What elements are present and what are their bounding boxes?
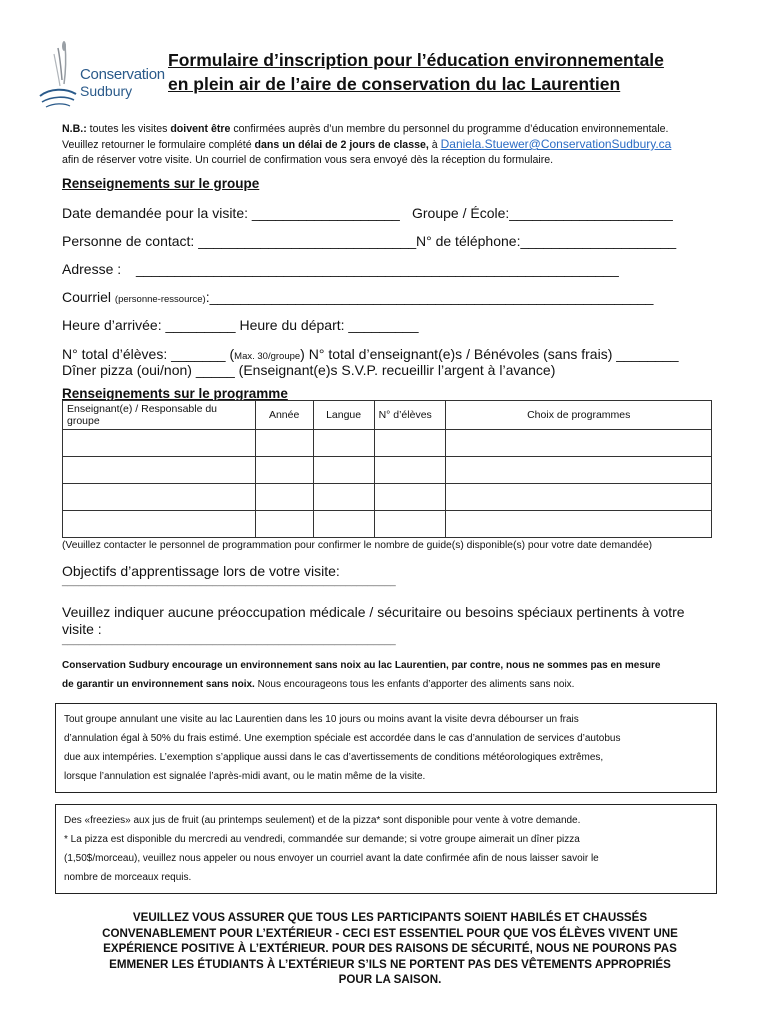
table-cell[interactable] [255,457,313,484]
nb-bold-deadline: dans un délai de 2 jours de classe, [254,139,429,151]
food-info-box [55,804,717,894]
program-table-header [63,401,712,430]
table-cell[interactable] [63,484,256,511]
cancellation-policy-box [55,703,717,793]
school-field[interactable]: Groupe / École:_____________________ [412,205,673,221]
nb-text-4: à [428,139,441,151]
medical-field[interactable]: ____________________________________________________________ [62,635,396,646]
cancellation-line-1: Tout groupe annulant une visite au lac Laurentien dans les 10 jours ou moins avant la visite devra débourser un frais [64,714,579,725]
nut-free-bold-1: Conservation Sudbury encourage un environnement sans noix au lac Laurentien, par contre, nous ne sommes pas en mesure [62,660,661,671]
nb-text-3: Veuillez retourner le formulaire complété [62,139,255,151]
table-cell[interactable] [255,484,313,511]
medical-label-1: Veuillez indiquer aucune préoccupation médicale / sécuritaire ou besoins spéciaux pertinents à votre [62,604,685,620]
table-row [63,457,712,484]
requested-date-field[interactable]: Date demandée pour la visite: ___________________ [62,205,400,221]
table-cell[interactable] [374,484,446,511]
address-label: Adresse : [62,261,122,277]
table-cell[interactable] [255,511,313,538]
teachers-count-text: ) N° total d’enseignant(e)s / Bénévoles (sans frais) ________ [300,346,679,362]
warning-line-2: CONVENABLEMENT POUR L’EXTÉRIEUR - CECI EST ESSENTIEL POUR QUE VOS ÉLÈVES VIVENT UNE [102,926,678,940]
max-students-note: Max. 30/groupe [234,351,301,362]
title-line-1: Formulaire d’inscription pour l’éducation environnementale [168,50,664,70]
contact-email-link[interactable]: Daniela.Stuewer@ConservationSudbury.ca [440,137,672,151]
nut-free-normal: Nous encourageons tous les enfants d’apporter des aliments sans noix. [254,679,575,690]
nb-paragraph [62,122,722,168]
email-sublabel: (personne-ressource) [114,294,206,305]
clothing-warning [70,910,710,988]
table-cell[interactable] [446,430,712,457]
nut-free-notice [62,656,722,694]
title-line-2: en plein air de l’aire de conservation du lac Laurentien [168,74,621,94]
table-cell[interactable] [63,430,256,457]
table-cell[interactable] [374,511,446,538]
email-field[interactable] [62,288,653,309]
program-table [62,400,712,538]
table-cell[interactable] [313,511,374,538]
email-line: :_________________________________________________________ [205,289,654,305]
group-section-heading: Renseignements sur le groupe [62,176,260,191]
contact-person-field[interactable]: Personne de contact: ____________________________ [62,233,417,249]
table-cell[interactable] [446,484,712,511]
cancellation-line-3: due aux intempéries. L’exemption s’applique aussi dans le cas d’avertissements de conditions météorologiques extrêmes, [64,752,604,763]
logo-text-conservation: Conservation [80,66,165,83]
objectives-field[interactable]: ____________________________________________________________ [62,576,396,587]
cancellation-line-2: d’annulation égal à 50% du frais estimé. Une exemption spéciale est accordée dans le cas d’annulation de services d’autobus [64,733,621,744]
food-line-2: * La pizza est disponible du mercredi au vendredi, commandée sur demande; si votre groupe aimerait un dîner pizza [64,834,580,845]
nb-text-2: confirmées auprès d’un membre du personnel du programme d’éducation environnementale. [230,123,669,135]
phone-field[interactable]: N° de téléphone:____________________ [416,233,677,249]
table-cell[interactable] [446,457,712,484]
pizza-field[interactable]: Dîner pizza (oui/non) _____ (Enseignant(e)s S.V.P. recueillir l’argent à l’avance) [62,362,556,378]
arrival-departure-field[interactable]: Heure d’arrivée: _________ Heure du départ: _________ [62,317,419,333]
table-row [63,430,712,457]
medical-label-2: visite : [62,621,102,637]
col-teacher: Enseignant(e) / Responsable du groupe [63,401,256,430]
nb-label: N.B.: [62,123,87,135]
objectives-label: Objectifs d’apprentissage lors de votre visite: [62,563,340,579]
col-program-choice: Choix de programmes [446,401,712,430]
cancellation-line-4: lorsque l’annulation est signalée l’après-midi avant, ou le matin même de la visite. [64,771,426,782]
table-cell[interactable] [313,457,374,484]
guide-availability-note: (Veuillez contacter le personnel de programmation pour confirmer le nombre de guide(s) disponible(s) pour votre date demandée) [62,540,653,551]
table-cell[interactable] [63,511,256,538]
warning-line-5: POUR LA SAISON. [338,973,442,986]
logo-text-sudbury: Sudbury [80,83,133,99]
students-count-text: N° total d’élèves: _______ ( [62,346,235,362]
page-title [168,48,728,96]
program-section-heading: Renseignements sur le programme [62,386,288,401]
table-cell[interactable] [313,484,374,511]
food-line-3: (1,50$/morceau), veuillez nous appeler ou nous envoyer un courriel avant la date confirmée afin de nous laisser savoir le [64,853,599,864]
food-line-4: nombre de morceaux requis. [64,872,192,883]
table-cell[interactable] [374,430,446,457]
email-label: Courriel [62,289,115,305]
table-cell[interactable] [313,430,374,457]
warning-line-3: EXPÉRIENCE POSITIVE À L’EXTÉRIEUR. POUR DES RAISONS DE SÉCURITÉ, NOUS NE POURONS PAS [103,942,677,955]
table-row [63,484,712,511]
nb-text-1: toutes les visites [86,123,171,135]
table-cell[interactable] [374,457,446,484]
table-cell[interactable] [446,511,712,538]
table-cell[interactable] [63,457,256,484]
table-row [63,511,712,538]
nb-bold-must: doivent être [170,123,231,135]
nut-free-bold-2: de garantir un environnement sans noix. [62,679,255,690]
warning-line-1: VEUILLEZ VOUS ASSURER QUE TOUS LES PARTICIPANTS SOIENT HABILÉS ET CHAUSSÉS [132,911,648,924]
col-grade: Année [255,401,313,430]
table-cell[interactable] [255,430,313,457]
food-line-1: Des «freezies» aux jus de fruit (au printemps seulement) et de la pizza* sont disponible pour vente à votre demande. [64,815,581,826]
col-language: Langue [313,401,374,430]
nb-text-5: afin de réserver votre visite. Un courriel de confirmation vous sera envoyé dès la réception du formulaire. [62,154,554,166]
col-student-count: N° d’élèves [374,401,446,430]
warning-line-4: EMMENER LES ÉTUDIANTS À L’EXTÉRIEUR S’ILS NE PORTENT PAS DES VÊTEMENTS APPROPRIÉS [109,957,671,971]
address-field[interactable]: ______________________________________________________________ [136,261,619,277]
